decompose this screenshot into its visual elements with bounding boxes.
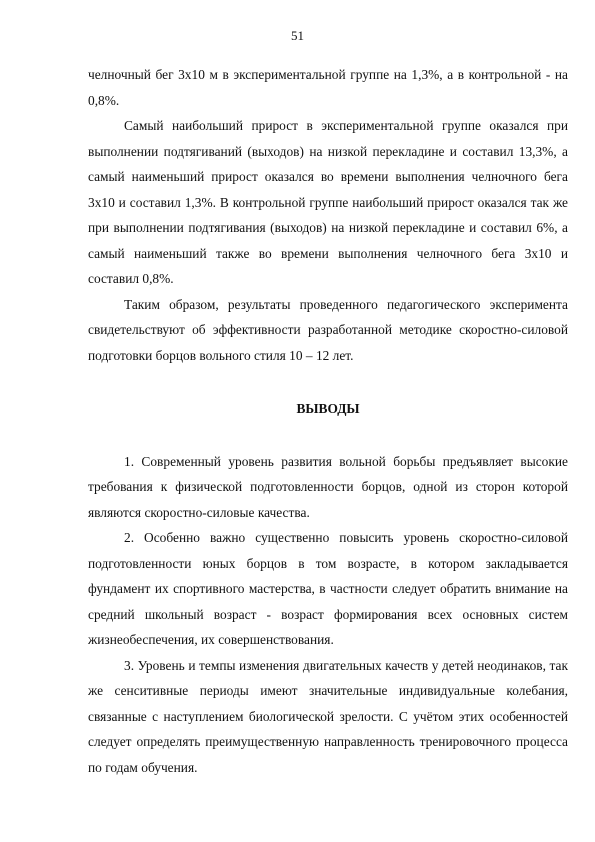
conclusion-item-1: 1. Современный уровень развития вольной борьбы предъявляет высокие требования к физической подготовленности борцов, одной из сторон которой являются скоростно-силовые качества. [88, 453, 568, 520]
conclusion-item-3: 3. Уровень и темпы изменения двигательных качеств у детей неодинаков, так же сенситивные периоды имеют значительные индивидуальные колебания, связанные с наступлением биологической зрелости. С учётом этих особенностей следует определять преимущественную направленность тренировочного процесса по годам обучения. [88, 657, 568, 775]
paragraph-max-min-growth: Самый наибольший прирост в экспериментальной группе оказался при выполнении подтягиваний (выходов) на низкой перекладине и составил 13,3%, а самый наименьший прирост оказался во времени выполнения челночного бега 3х10 и составил 1,3%. В контрольной группе наибольший прирост оказался так же при выполнении подтягивания (выходов) на низкой перекладине и составил 6%, а самый наименьший также во времени выполнения челночного бега 3х10 и составил 0,8%. [88, 118, 568, 286]
conclusions-heading: ВЫВОДЫ [296, 401, 360, 416]
body-text [88, 62, 568, 780]
conclusion-item-2: 2. Особенно важно существенно повысить уровень скоростно-силовой подготовленности юных борцов в том возрасте, в котором закладывается фундамент их спортивного мастерства, в частности следует обратить внимание на средний школьный возраст - возраст формирования всех основных систем жизнеобеспечения, их совершенствования. [88, 530, 568, 647]
paragraph-results-continued: челночный бег 3х10 м в экспериментальной группе на 1,3%, а в контрольной - на 0,8%. [88, 67, 568, 108]
paragraph-summary: Таким образом, результаты проведенного педагогического эксперимента свидетельствуют об эффективности разработанной методике скоростно-силовой подготовки борцов вольного стиля 10 – 12 лет. [88, 296, 568, 363]
page-number: 51 [291, 28, 304, 43]
